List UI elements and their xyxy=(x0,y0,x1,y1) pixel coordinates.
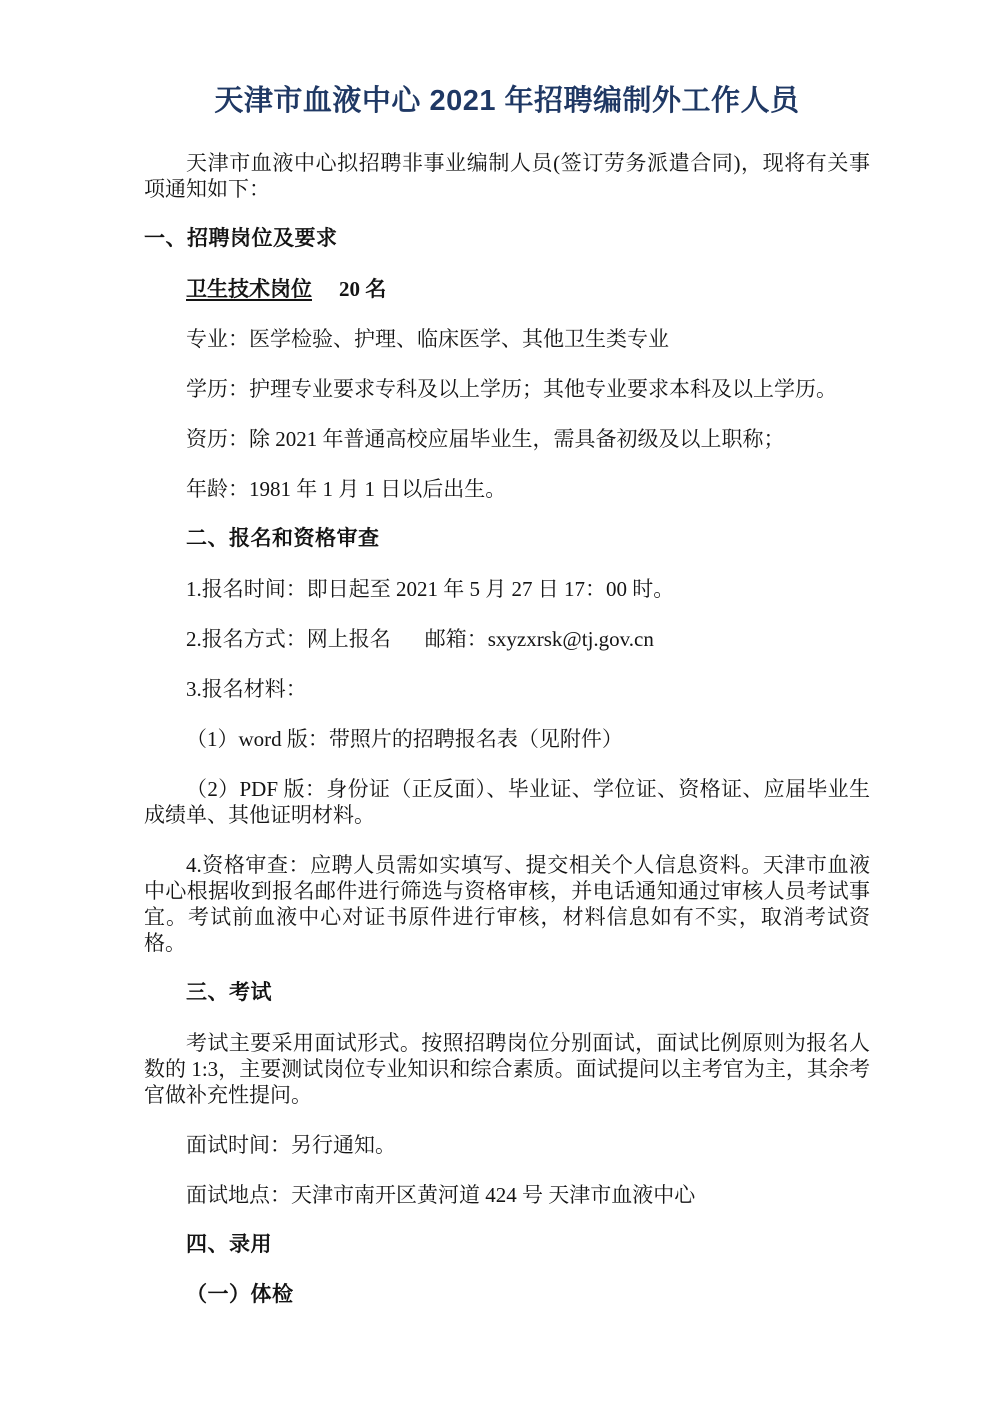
material-word-item: （1）word 版：带照片的招聘报名表（见附件） xyxy=(186,727,623,751)
application-time: 1.报名时间：即日起至 2021 年 5 月 27 日 17：00 时。 xyxy=(186,577,675,601)
application-email: 邮箱：sxyzxrsk@tj.gov.cn xyxy=(424,627,654,651)
requirement-experience: 资历：除 2021 年普通高校应届毕业生，需具备初级及以上职称； xyxy=(186,427,785,451)
section-2-number: 二、 xyxy=(186,527,229,550)
section-4-heading xyxy=(144,1232,870,1258)
qualification-review-paragraph: 4.资格审查：应聘人员需如实填写、提交相关个人信息资料。天津市血液中心根据收到报名邮件进行筛选与资格审核，并电话通知通过审核人员考试事宜。考试前血液中心对证书原件进行审核，材料信息如有不实，取消考试资格。 xyxy=(144,853,870,955)
interview-time: 面试时间：另行通知。 xyxy=(186,1133,396,1157)
section-4-sub-1-heading xyxy=(144,1282,870,1308)
application-method: 2.报名方式：网上报名 xyxy=(186,627,391,651)
application-method-line xyxy=(144,626,870,652)
section-4-title: 录用 xyxy=(229,1233,272,1256)
position-line xyxy=(144,276,870,302)
section-4-sub-1-number: （一） xyxy=(186,1283,251,1306)
section-2-title: 报名和资格审查 xyxy=(229,527,380,550)
section-2-heading xyxy=(144,526,870,552)
section-3-number: 三、 xyxy=(186,981,229,1004)
requirement-major: 专业：医学检验、护理、临床医学、其他卫生类专业 xyxy=(186,327,669,351)
exam-description: 考试主要采用面试形式。按照招聘岗位分别面试，面试比例原则为报名人数的 1:3，主要测试岗位专业知识和综合素质。面试提问以主考官为主，其余考官做补充性提问。 xyxy=(144,1031,870,1107)
section-1-title: 招聘岗位及要求 xyxy=(187,227,338,250)
position-name: 卫生技术岗位 xyxy=(186,277,312,301)
section-4-sub-1-title: 体检 xyxy=(250,1283,294,1306)
section-1-heading xyxy=(144,226,870,252)
page-title: 天津市血液中心 2021 年招聘编制外工作人员 xyxy=(214,85,800,117)
intro-paragraph: 天津市血液中心拟招聘非事业编制人员(签订劳务派遣合同)，现将有关事项通知如下： xyxy=(144,151,870,201)
position-count: 20 名 xyxy=(339,277,387,301)
section-3-heading xyxy=(144,980,870,1006)
requirement-age: 年龄：1981 年 1 月 1 日以后出生。 xyxy=(186,477,507,501)
section-4-number: 四、 xyxy=(186,1233,229,1256)
section-3-title: 考试 xyxy=(229,981,272,1004)
material-pdf-item: （2）PDF 版：身份证（正反面）、毕业证、学位证、资格证、应届毕业生成绩单、其他证明材料。 xyxy=(144,777,870,827)
application-materials-label: 3.报名材料： xyxy=(186,677,307,701)
section-1-number: 一、 xyxy=(144,227,187,250)
requirement-education: 学历：护理专业要求专科及以上学历；其他专业要求本科及以上学历。 xyxy=(186,377,837,401)
interview-place: 面试地点：天津市南开区黄河道 424 号 天津市血液中心 xyxy=(186,1183,696,1207)
